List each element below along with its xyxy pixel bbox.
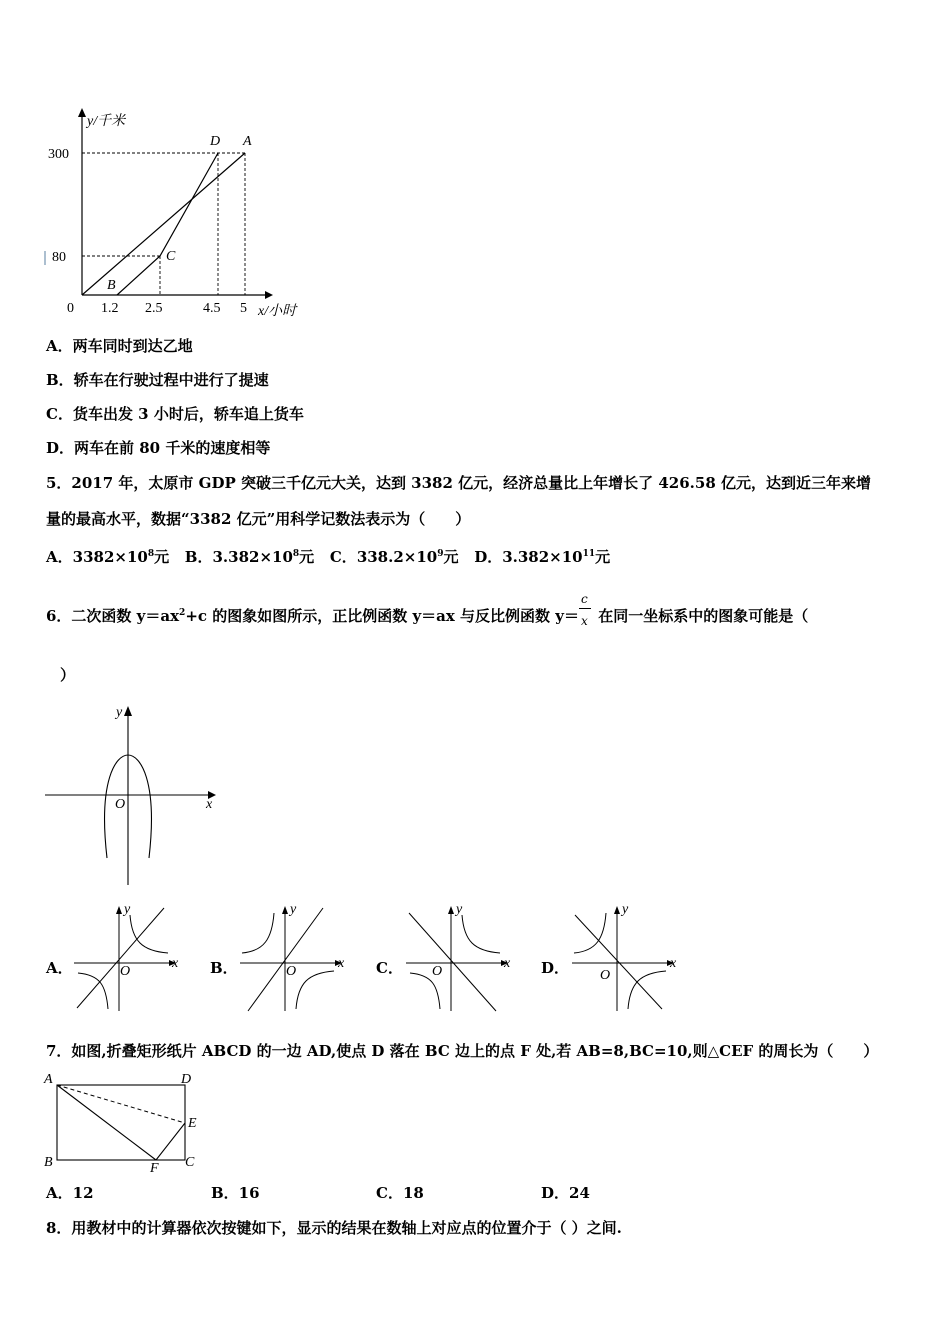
q5-option-c[interactable]: C．$338.2\times 10^9$元 bbox=[329, 548, 459, 566]
origin-label: O bbox=[120, 964, 131, 979]
x-tick-5: 5 bbox=[240, 301, 247, 316]
q5-option-b[interactable]: B．$3.382\times 10^8$元 bbox=[184, 548, 315, 566]
q5-stem-line1: 5．2017 年，太原市 GDP 突破三千亿元大关，达到 3382 亿元，经济总量比上年增长了 426.58 亿元，达到近三年来增 bbox=[46, 474, 871, 492]
q5-options bbox=[46, 544, 610, 567]
q5-stem-line2: 量的最高水平，数据“3382 亿元”用科学记数法表示为（ ） bbox=[46, 510, 471, 528]
q4-option-b[interactable]: B．轿车在行驶过程中进行了提速 bbox=[46, 371, 269, 389]
q6-option-a[interactable]: A． bbox=[46, 959, 73, 977]
point-b-label: B bbox=[107, 278, 116, 293]
origin-label: O bbox=[432, 964, 443, 979]
q6-graph-d bbox=[570, 903, 682, 1013]
q6-parabola-graph bbox=[40, 700, 220, 890]
y-axis-label: y bbox=[116, 705, 123, 720]
q4-option-a[interactable]: A．两车同时到达乙地 bbox=[46, 337, 193, 355]
y-tick-80: 80 bbox=[52, 250, 66, 265]
q4-option-d[interactable]: D．两车在前 80 千米的速度相等 bbox=[46, 439, 271, 457]
vertex-c-label: C bbox=[185, 1155, 195, 1170]
y-axis-label: y bbox=[124, 903, 131, 917]
q4-distance-time-graph bbox=[40, 105, 320, 325]
q7-stem: 7．如图,折叠矩形纸片 ABCD 的一边 AD,使点 D 落在 BC 边上的点 F 处,若 AB=8,BC=10,则△CEF 的周长为（ ） bbox=[46, 1042, 879, 1060]
q5-option-a[interactable]: A．$3382\times 10^8$元 bbox=[46, 548, 170, 566]
point-c-label: C bbox=[166, 249, 176, 264]
q6-graph-b bbox=[238, 903, 350, 1013]
vertex-b-label: B bbox=[44, 1155, 53, 1170]
point-e-label: E bbox=[188, 1116, 197, 1131]
x-axis-label: x/小时 bbox=[258, 304, 297, 319]
q6-stem: 6．二次函数 $y=ax^2+c$ 的图象如图所示，正比例函数 y＝ax 与反比例函数 y＝ $\frac{c}{x}$ 在同一坐标系中的图象可能是（ bbox=[46, 592, 809, 628]
origin-label: O bbox=[115, 797, 126, 812]
x-tick-0: 0 bbox=[67, 301, 74, 316]
x-tick-2-5: 2.5 bbox=[145, 301, 163, 316]
x-axis-label: x bbox=[206, 797, 213, 812]
vertex-a-label: A bbox=[44, 1072, 53, 1087]
q7-rectangle-fold-figure bbox=[40, 1068, 210, 1173]
x-tick-1-2: 1.2 bbox=[101, 301, 119, 316]
q6-option-c[interactable]: C． bbox=[376, 959, 403, 977]
q7-option-a[interactable]: A．12 bbox=[46, 1184, 94, 1202]
y-axis-label: y bbox=[290, 903, 297, 917]
origin-label: O bbox=[600, 968, 611, 983]
x-tick-4-5: 4.5 bbox=[203, 301, 221, 316]
q6-stem-close: ） bbox=[60, 666, 76, 684]
x-axis-label: x bbox=[338, 956, 345, 971]
y-axis-label: y bbox=[622, 903, 629, 917]
origin-label: O bbox=[286, 964, 297, 979]
q7-option-c[interactable]: C．18 bbox=[376, 1184, 424, 1202]
x-axis-label: x bbox=[172, 956, 179, 971]
q6-graph-a bbox=[72, 903, 184, 1013]
point-d-label: D bbox=[210, 134, 221, 149]
point-f-label: F bbox=[150, 1161, 159, 1173]
q6-option-b[interactable]: B． bbox=[210, 959, 238, 977]
x-axis-label: x bbox=[504, 956, 511, 971]
q7-option-b[interactable]: B．16 bbox=[211, 1184, 260, 1202]
q5-option-d[interactable]: D．$3.382\times 10^{11}$元 bbox=[474, 548, 611, 566]
x-axis-label: x bbox=[670, 956, 677, 971]
q4-option-c[interactable]: C．货车出发 3 小时后，轿车追上货车 bbox=[46, 405, 304, 423]
q8-stem: 8．用教材中的计算器依次按键如下，显示的结果在数轴上对应点的位置介于（ ）之间. bbox=[46, 1219, 622, 1237]
vertex-d-label: D bbox=[181, 1072, 192, 1087]
fraction-c-over-x: $\frac{c}{x}$ bbox=[579, 607, 593, 627]
y-axis-label: y bbox=[456, 903, 463, 917]
q6-option-d[interactable]: D． bbox=[541, 959, 570, 977]
q7-option-d[interactable]: D．24 bbox=[541, 1184, 590, 1202]
y-tick-300: 300 bbox=[48, 147, 69, 162]
q6-graph-c bbox=[404, 903, 516, 1013]
y-axis-label: y/千米 bbox=[87, 114, 126, 129]
point-a-label: A bbox=[243, 134, 252, 149]
